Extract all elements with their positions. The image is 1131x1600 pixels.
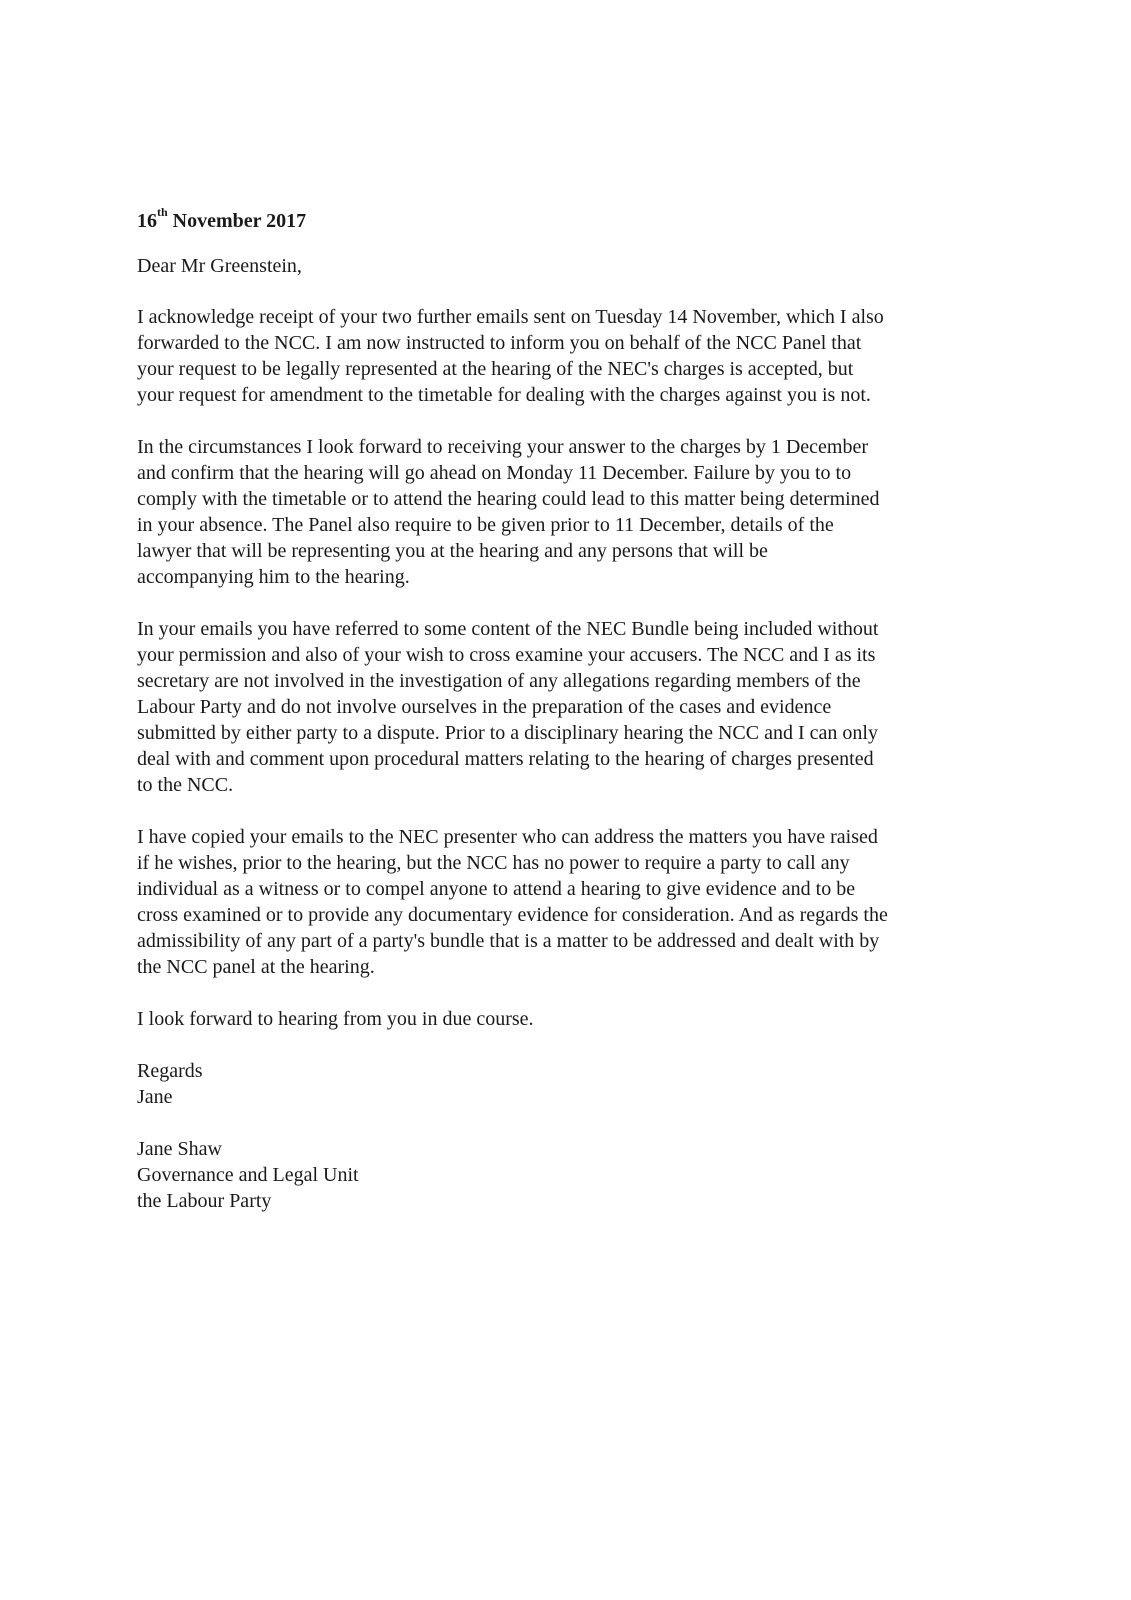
paragraph-line: admissibility of any part of a party's bundle that is a matter to be addressed and dealt with by (137, 930, 880, 952)
paragraph-line: I acknowledge receipt of your two further emails sent on Tuesday 14 November, which I also (137, 306, 884, 328)
signature-block (137, 1136, 997, 1214)
paragraph-line: secretary are not involved in the investigation of any allegations regarding members of the (137, 670, 861, 692)
paragraph-timetable (137, 434, 997, 590)
paragraph-line: and confirm that the hearing will go ahead on Monday 11 December. Failure by you to to (137, 462, 852, 484)
paragraph-line: if he wishes, prior to the hearing, but the NCC has no power to require a party to call any (137, 852, 850, 874)
paragraph-line: comply with the timetable or to attend the hearing could lead to this matter being determined (137, 488, 880, 510)
salutation: Dear Mr Greenstein, (137, 255, 302, 277)
closing-first-name: Jane (137, 1086, 173, 1108)
signature-name: Jane Shaw (137, 1138, 222, 1160)
paragraph-line: Labour Party and do not involve ourselves in the preparation of the cases and evidence (137, 696, 832, 718)
paragraph-line: to the NCC. (137, 774, 234, 796)
letter-body (137, 207, 997, 1214)
paragraph-line: In your emails you have referred to some content of the NEC Bundle being included without (137, 618, 879, 640)
paragraph-line: cross examined or to provide any documentary evidence for consideration. And as regards the (137, 904, 888, 926)
paragraph-nec-bundle (137, 616, 997, 798)
paragraph-nec-presenter (137, 824, 997, 980)
paragraph-line: your permission and also of your wish to cross examine your accusers. The NCC and I as its (137, 644, 876, 666)
closing-regards: Regards (137, 1060, 203, 1082)
paragraph-acknowledgement (137, 304, 997, 408)
paragraph-line: In the circumstances I look forward to receiving your answer to the charges by 1 December (137, 436, 869, 458)
date-suffix: th (157, 205, 168, 220)
paragraph-line: your request to be legally represented at the hearing of the NEC's charges is accepted, but (137, 358, 854, 380)
paragraph-line: lawyer that will be representing you at the hearing and any persons that will be (137, 540, 768, 562)
paragraph-line: forwarded to the NCC. I am now instructed to inform you on behalf of the NCC Panel that (137, 332, 862, 354)
paragraph-line: in your absence. The Panel also require to be given prior to 11 December, details of the (137, 514, 834, 536)
paragraph-line: I have copied your emails to the NEC presenter who can address the matters you have raised (137, 826, 878, 848)
paragraph-line: individual as a witness or to compel anyone to attend a hearing to give evidence and to be (137, 878, 856, 900)
paragraph-line: deal with and comment upon procedural matters relating to the hearing of charges presented (137, 748, 874, 770)
paragraph-line: your request for amendment to the timetable for dealing with the charges against you is not. (137, 384, 871, 406)
signature-organisation: the Labour Party (137, 1190, 272, 1212)
paragraph-look-forward (137, 1006, 997, 1032)
paragraph-line: I look forward to hearing from you in due course. (137, 1008, 534, 1030)
closing (137, 1058, 997, 1110)
date-day: 16 (137, 210, 157, 232)
letter-date (137, 207, 997, 235)
paragraph-line: accompanying him to the hearing. (137, 566, 410, 588)
paragraph-line: submitted by either party to a dispute. Prior to a disciplinary hearing the NCC and I can only (137, 722, 878, 744)
date-month-year: November 2017 (172, 210, 307, 232)
signature-unit: Governance and Legal Unit (137, 1164, 359, 1186)
paragraph-line: the NCC panel at the hearing. (137, 956, 375, 978)
